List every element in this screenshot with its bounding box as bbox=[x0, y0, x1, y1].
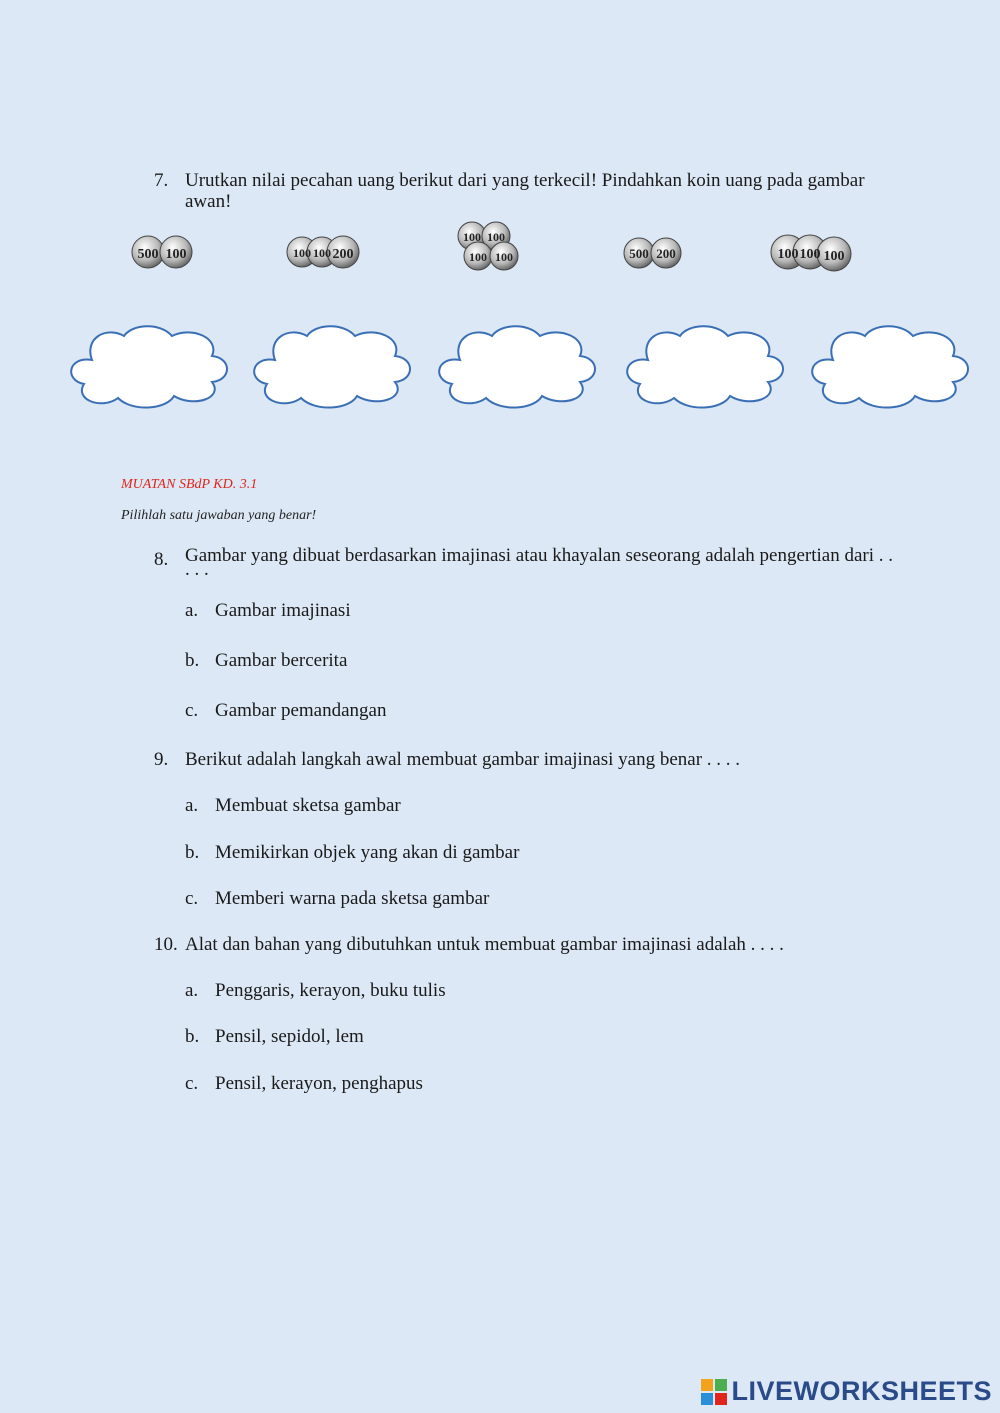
question-8 bbox=[0, 545, 1000, 585]
cloud-drop-target-3[interactable] bbox=[430, 322, 602, 410]
option-letter: b. bbox=[185, 842, 200, 863]
liveworksheets-logo-icon bbox=[701, 1379, 727, 1405]
coin-label: 200 bbox=[656, 246, 676, 261]
option-10b[interactable] bbox=[0, 1026, 1000, 1048]
option-text: Gambar imajinasi bbox=[215, 600, 351, 621]
option-letter: b. bbox=[185, 650, 200, 671]
coin-group-2[interactable] bbox=[286, 234, 362, 270]
coin-group-4[interactable] bbox=[622, 236, 684, 270]
coin-group-1[interactable] bbox=[130, 234, 202, 270]
option-letter: a. bbox=[185, 600, 199, 621]
option-letter: c. bbox=[185, 1073, 199, 1094]
coin-label: 100 bbox=[823, 249, 845, 264]
coin-group-3[interactable] bbox=[454, 220, 524, 272]
coin-label: 100 bbox=[487, 230, 505, 244]
question-number: 10. bbox=[154, 934, 178, 955]
cloud-drop-target-4[interactable] bbox=[618, 322, 790, 410]
coin-label: 100 bbox=[293, 246, 311, 260]
coin-group-5[interactable] bbox=[770, 232, 854, 272]
question-text: Berikut adalah langkah awal membuat gambar imajinasi yang benar . . . . bbox=[185, 749, 741, 770]
option-letter: c. bbox=[185, 700, 199, 721]
cloud-drop-target-2[interactable] bbox=[245, 322, 417, 410]
section-title: MUATAN SBdP KD. 3.1 bbox=[121, 477, 258, 492]
brand-name: LIVEWORKSHEETS bbox=[731, 1376, 992, 1406]
option-letter: a. bbox=[185, 795, 199, 816]
option-letter: b. bbox=[185, 1026, 200, 1047]
question-number: 9. bbox=[154, 749, 169, 770]
liveworksheets-logo bbox=[701, 1376, 992, 1407]
question-7 bbox=[0, 170, 1000, 214]
option-8a[interactable] bbox=[0, 600, 1000, 622]
coin-label: 100 bbox=[463, 230, 481, 244]
option-text: Memberi warna pada sketsa gambar bbox=[215, 888, 490, 909]
coin-label: 100 bbox=[495, 250, 513, 264]
option-text: Gambar bercerita bbox=[215, 650, 348, 671]
option-text: Pensil, sepidol, lem bbox=[215, 1026, 364, 1047]
cloud-drop-target-5[interactable] bbox=[803, 322, 975, 410]
coin-label: 100 bbox=[313, 246, 331, 260]
question-10 bbox=[0, 934, 1000, 956]
coin-label: 100 bbox=[469, 250, 487, 264]
option-text: Pensil, kerayon, penghapus bbox=[215, 1073, 423, 1094]
option-9a[interactable] bbox=[0, 795, 1000, 817]
option-text: Penggaris, kerayon, buku tulis bbox=[215, 980, 446, 1001]
section-instruction: Pilihlah satu jawaban yang benar! bbox=[121, 508, 317, 523]
option-10c[interactable] bbox=[0, 1073, 1000, 1095]
option-text: Membuat sketsa gambar bbox=[215, 795, 401, 816]
option-text: Memikirkan objek yang akan di gambar bbox=[215, 842, 520, 863]
option-8c[interactable] bbox=[0, 700, 1000, 722]
question-text: Gambar yang dibuat berdasarkan imajinasi atau khayalan seseorang adalah pengertian dari . . . . . bbox=[185, 545, 893, 580]
coin-label: 500 bbox=[629, 246, 649, 261]
option-10a[interactable] bbox=[0, 980, 1000, 1002]
option-9b[interactable] bbox=[0, 842, 1000, 864]
question-number: 7. bbox=[154, 170, 169, 191]
option-text: Gambar pemandangan bbox=[215, 700, 387, 721]
cloud-drop-target-1[interactable] bbox=[62, 322, 234, 410]
question-text: Urutkan nilai pecahan uang berikut dari yang terkecil! Pindahkan koin uang pada gambar awan! bbox=[185, 170, 865, 212]
option-letter: c. bbox=[185, 888, 199, 909]
coin-label: 200 bbox=[332, 247, 354, 262]
coin-label: 100 bbox=[165, 247, 187, 262]
question-text: Alat dan bahan yang dibutuhkan untuk membuat gambar imajinasi adalah . . . . bbox=[185, 934, 784, 955]
question-number: 8. bbox=[154, 549, 169, 570]
question-9 bbox=[0, 749, 1000, 771]
option-8b[interactable] bbox=[0, 650, 1000, 672]
option-letter: a. bbox=[185, 980, 199, 1001]
coin-label: 500 bbox=[137, 247, 159, 262]
coin-label: 100 bbox=[799, 247, 821, 262]
option-9c[interactable] bbox=[0, 888, 1000, 910]
coin-label: 100 bbox=[777, 247, 799, 262]
